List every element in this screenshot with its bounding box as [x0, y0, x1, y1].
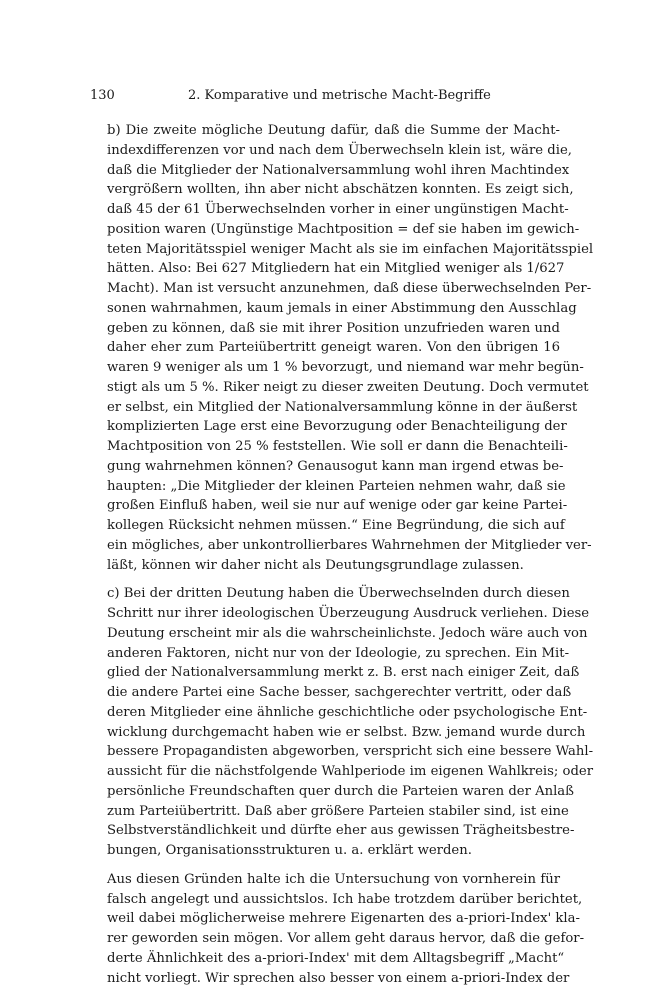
text-line: aussicht für die nächstfolgende Wahlperiode im eigenen Wahlkreis; oder — [107, 764, 594, 779]
page-number: 130 — [90, 88, 115, 103]
text-line: daß die Mitglieder der Nationalversammlung wohl ihren Machtindex — [107, 162, 570, 178]
text-line: wicklung durchgemacht haben wie er selbst. Bzw. jemand wurde durch — [107, 724, 586, 740]
text-line: falsch angelegt und aussichtslos. Ich habe trotzdem darüber berichtet, — [107, 891, 583, 907]
text-line: Deutung erscheint mir als die wahrscheinlichste. Jedoch wäre auch von — [107, 625, 588, 641]
running-head: 2. Komparative und metrische Macht-Begriffe — [188, 88, 491, 103]
paragraph — [90, 584, 594, 861]
text-line: persönliche Freundschaften quer durch die Parteien waren der Anlaß — [107, 783, 574, 799]
text-line: weil dabei möglicherweise mehrere Eigenarten des a-priori-Index' kla- — [107, 911, 580, 927]
text-line: ein mögliches, aber unkontrollierbares Wahrnehmen der Mitglieder ver- — [107, 537, 592, 553]
text-line: waren 9 weniger als um 1 % bevorzugt, und niemand war mehr begün- — [107, 360, 584, 375]
text-line: daß 45 der 61 Überwechselnden vorher in einer ungünstigen Macht- — [107, 202, 569, 217]
text-line: sonen wahrnahmen, kaum jemals in einer Abstimmung den Ausschlag — [107, 300, 577, 316]
text-line: komplizierten Lage erst eine Bevorzugung oder Benachteiligung der — [107, 419, 567, 435]
text-line: haupten: „Die Mitglieder der kleinen Parteien nehmen wahr, daß sie — [107, 478, 566, 494]
text-line: Machtposition von 25 % feststellen. Wie soll er dann die Benachteili- — [107, 439, 568, 454]
text-line: großen Einfluß haben, weil sie nur auf wenige oder gar keine Partei- — [107, 498, 568, 514]
text-line: c) Bei der dritten Deutung haben die Überwechselnden durch diesen — [107, 586, 570, 602]
text-line: bessere Propagandisten abgeworben, verspricht sich eine bessere Wahl- — [107, 744, 594, 760]
text-line: b) Die zweite mögliche Deutung dafür, daß die Summe der Macht- — [107, 123, 560, 138]
text-line: rer geworden sein mögen. Vor allem geht daraus hervor, daß die gefor- — [107, 931, 585, 946]
text-line: vergrößern wollten, ihn aber nicht abschätzen konnten. Es zeigt sich, — [107, 182, 574, 198]
body-text — [90, 121, 594, 997]
text-line: bungen, Organisationsstrukturen u. a. erklärt werden. — [107, 843, 472, 858]
text-line: die andere Partei eine Sache besser, sachgerechter vertritt, oder daß — [107, 685, 572, 700]
text-line: Schritt nur ihrer ideologischen Überzeugung Ausdruck verliehen. Diese — [107, 606, 590, 621]
text-line: nicht vorliegt. Wir sprechen also besser von einem a-priori-Index der — [107, 970, 570, 986]
paragraph — [90, 870, 585, 989]
page-header — [90, 86, 560, 106]
text-line: deren Mitglieder eine ähnliche geschichtliche oder psychologische Ent- — [107, 704, 588, 720]
text-line: läßt, können wir daher nicht als Deutungsgrundlage zulassen. — [107, 557, 524, 573]
text-line: kollegen Rücksicht nehmen müssen.“ Eine Begründung, die sich auf — [107, 518, 565, 533]
text-line: teten Majoritätsspiel weniger Macht als sie im einfachen Majoritätsspiel — [107, 241, 594, 257]
text-line: Aus diesen Gründen halte ich die Untersuchung von vornherein für — [107, 871, 560, 887]
text-line: Macht). Man ist versucht anzunehmen, daß diese überwechselnden Per- — [107, 281, 592, 296]
text-line: glied der Nationalversammlung merkt z. B. erst nach einiger Zeit, daß — [107, 665, 580, 681]
text-line: position waren (Ungünstige Machtposition = def sie haben im gewich- — [107, 221, 580, 237]
text-line: stigt als um 5 %. Riker neigt zu dieser zweiten Deutung. Doch vermutet — [107, 379, 589, 395]
text-line: gung wahrnehmen können? Genausogut kann man irgend etwas be- — [107, 458, 564, 474]
paragraph — [90, 121, 594, 575]
text-line: indexdifferenzen vor und nach dem Überwechseln klein ist, wäre die, — [107, 142, 572, 158]
text-line: anderen Faktoren, nicht nur von der Ideologie, zu sprechen. Ein Mit- — [107, 645, 570, 661]
text-line: derte Ähnlichkeit des a-priori-Index' mit dem Alltagsbegriff „Macht“ — [107, 950, 565, 966]
text-line: er selbst, ein Mitglied der Nationalversammlung könne in der äußerst — [107, 399, 578, 415]
text-line: geben zu können, daß sie mit ihrer Position unzufrieden waren und — [107, 320, 560, 336]
text-line: daher eher zum Parteiübertritt geneigt waren. Von den übrigen 16 — [107, 340, 560, 356]
text-line: hätten. Also: Bei 627 Mitgliedern hat ein Mitglied weniger als 1/627 — [107, 261, 565, 277]
text-line: Selbstverständlichkeit und dürfte eher aus gewissen Trägheitsbestre- — [107, 823, 575, 839]
text-line: zum Parteiübertritt. Daß aber größere Parteien stabiler sind, ist eine — [107, 803, 569, 819]
